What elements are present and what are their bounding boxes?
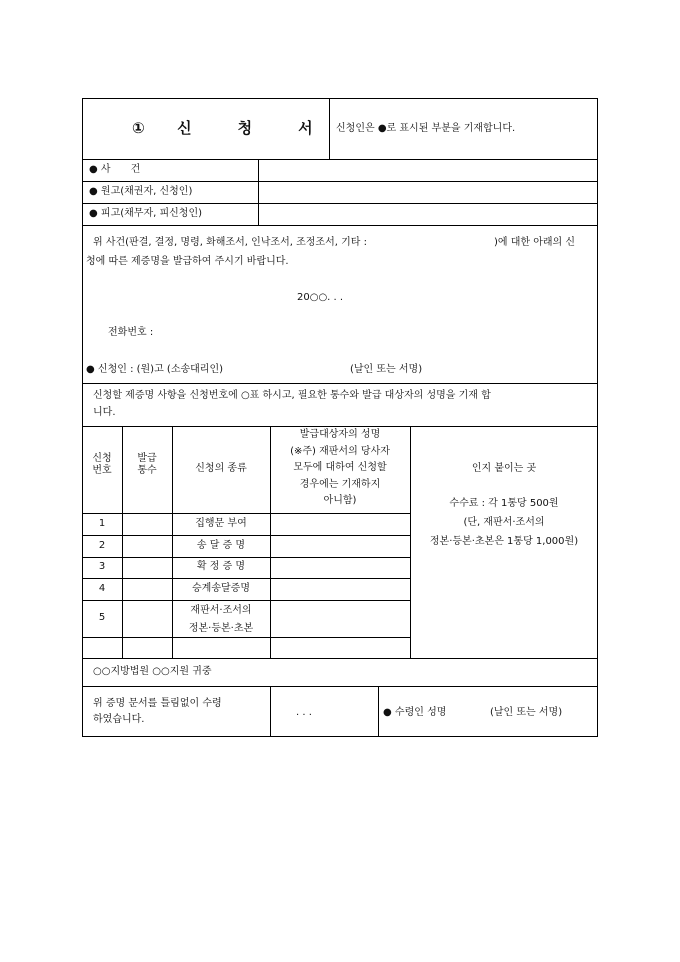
request-date: 20○○. . .: [297, 292, 344, 303]
rule: [329, 98, 330, 159]
receiver-seal-label: (날인 또는 서명): [490, 707, 563, 718]
row-type-line: 정본·등본·초본: [188, 623, 254, 634]
rule: [82, 181, 598, 182]
instruction-line-2: 니다.: [93, 407, 116, 418]
row-no: 1: [98, 518, 106, 529]
rule: [270, 686, 271, 737]
court-addressee: ○○지방법원 ○○지원 귀중: [93, 666, 212, 677]
row-type: 승계송달증명: [192, 583, 250, 594]
receipt-statement: [93, 696, 222, 728]
plaintiff-label: ● 원고(채권자, 신청인): [89, 186, 193, 197]
title-number: ①: [132, 119, 147, 137]
phone-label: 전화번호 :: [108, 327, 154, 338]
rule: [82, 578, 410, 579]
rule: [82, 600, 410, 601]
row-no: 5: [98, 612, 106, 623]
form-title: [132, 119, 315, 137]
defendant-label: ● 피고(채무자, 피신청인): [89, 208, 203, 219]
row-no: 3: [98, 561, 106, 572]
title-char: 서: [298, 119, 315, 137]
rule: [82, 203, 598, 204]
request-line-2: 청에 따른 제증명을 발급하여 주시기 바랍니다.: [86, 256, 289, 267]
applicant-seal-label: (날인 또는 서명): [350, 364, 423, 375]
header-copies: [122, 453, 172, 477]
header-target-line: (※주) 재판서의 당사자: [290, 445, 390, 457]
receipt-date: . . .: [296, 707, 312, 718]
header-type: 신청의 종류: [195, 463, 247, 474]
fee-line-2: (단, 재판서·조서의: [463, 517, 545, 528]
header-no-line: 번호: [92, 465, 112, 476]
case-label: ● 사 건: [89, 164, 141, 175]
row-no: 2: [98, 540, 106, 551]
rule: [82, 686, 598, 687]
receipt-statement-line: 위 증명 문서를 틀림없이 수령: [93, 698, 222, 709]
rule: [258, 159, 259, 225]
rule: [82, 513, 410, 514]
instruction-line-1: 신청할 제증명 사항을 신청번호에 ○표 하시고, 필요한 통수와 발급 대상자의 성명을 기재 합: [93, 390, 491, 401]
row-type: 집행문 부여: [195, 518, 247, 529]
title-char: 신: [177, 119, 194, 137]
rule: [82, 225, 598, 226]
header-instruction: 신청인은 ●로 표시된 부분을 기재합니다.: [336, 123, 516, 134]
header-stamp: 인지 붙이는 곳: [471, 463, 537, 474]
header-target-line: 모두에 대하여 신청할: [293, 462, 387, 473]
header-copies-line: 통수: [137, 465, 157, 476]
row-no: 4: [98, 583, 106, 594]
rule: [82, 535, 410, 536]
request-line-1-tail: )에 대한 아래의 신: [494, 237, 576, 248]
header-no-line: 신청: [92, 453, 112, 464]
header-no: [82, 453, 122, 477]
row-type: [172, 602, 270, 638]
rule: [82, 159, 598, 160]
rule: [378, 686, 379, 737]
row-type-line: 재판서·조서의: [190, 605, 252, 616]
receipt-statement-line: 하였습니다.: [93, 714, 145, 725]
header-target: [270, 427, 410, 510]
receiver-label: ● 수령인 성명: [383, 707, 447, 718]
rule: [82, 383, 598, 384]
row-type: 확 정 증 명: [196, 561, 246, 572]
fee-line-3: 정본·등본·초본은 1통당 1,000원): [429, 536, 579, 547]
header-target-line: 발급대상자의 성명: [299, 429, 381, 440]
fee-line-1: 수수료 : 각 1통당 500원: [449, 498, 559, 509]
rule: [82, 658, 598, 659]
applicant-label: ● 신청인 : (원)고 (소송대리인): [86, 364, 224, 375]
header-copies-line: 발급: [137, 453, 157, 464]
request-line-1: 위 사건(판결, 결정, 명령, 화해조서, 인낙조서, 조정조서, 기타 :: [93, 237, 367, 248]
header-target-line: 경우에는 기재하지: [299, 478, 381, 490]
header-target-line: 아니함): [323, 495, 357, 506]
title-char: 청: [237, 119, 255, 137]
row-type: 송 달 증 명: [196, 540, 246, 551]
rule: [82, 557, 410, 558]
